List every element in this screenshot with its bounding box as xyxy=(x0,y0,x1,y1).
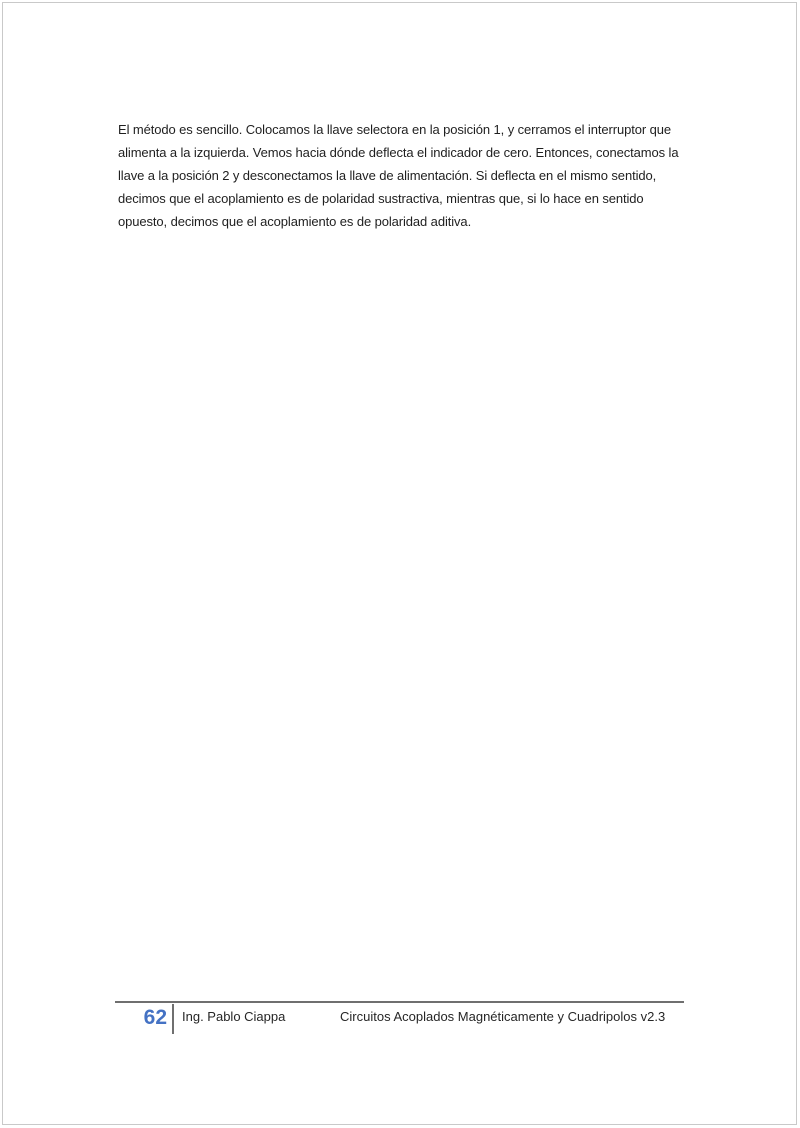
footer-vertical-rule xyxy=(172,1004,174,1034)
footer-author: Ing. Pablo Ciappa xyxy=(182,1009,286,1024)
footer-document-title: Circuitos Acoplados Magnéticamente y Cuadripolos v2.3 xyxy=(340,1009,666,1024)
page-number: 62 xyxy=(143,1006,167,1029)
footer-horizontal-rule xyxy=(115,1001,684,1003)
body-paragraph: El método es sencillo. Colocamos la llave selectora en la posición 1, y cerramos el interruptor que alimenta a la izquierda. Vemos hacia dónde deflecta el indicador de cero. Entonces, conectamos la llave a la posición 2 y desconectamos la llave de alimentación. Si deflecta en el mismo sentido, decimos que el acoplamiento es de polaridad sustractiva, mientras que, si lo hace en sentido opuesto, decimos que el acoplamiento es de polaridad aditiva. xyxy=(118,122,679,229)
